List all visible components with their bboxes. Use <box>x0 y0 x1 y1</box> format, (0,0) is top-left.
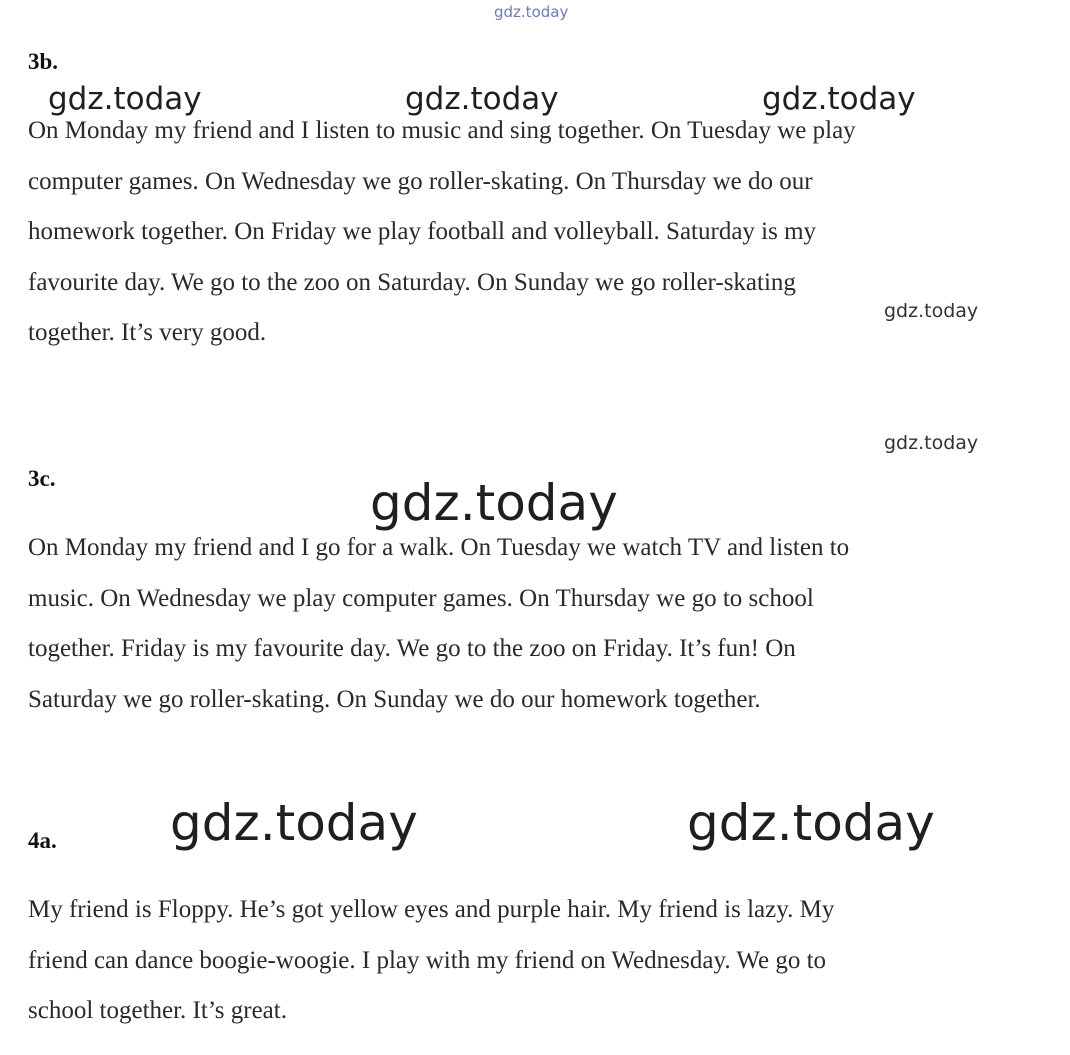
text-line: On Monday my friend and I listen to music and sing together. On Tuesday we play <box>28 117 856 144</box>
section-heading-4a: 4a. <box>28 828 57 853</box>
text-line: computer games. On Wednesday we go roller-skating. On Thursday we do our <box>28 167 813 195</box>
section-text-3c <box>28 523 1018 725</box>
text-line: together. It’s very good. <box>28 319 267 346</box>
text-line: On Monday my friend and I go for a walk. On Tuesday we watch TV and listen to <box>28 534 850 561</box>
section-heading-3c: 3c. <box>28 466 56 491</box>
watermark: gdz.today <box>762 81 916 117</box>
watermark-small: gdz.today <box>884 300 979 322</box>
text-line: homework together. On Friday we play football and volleyball. Saturday is my <box>28 218 817 245</box>
section-text-4a <box>28 885 1018 1037</box>
watermark: gdz.today <box>48 81 202 117</box>
section-text-3b <box>28 106 1018 359</box>
text-line: favourite day. We go to the zoo on Saturday. On Sunday we go roller-skating <box>28 268 796 296</box>
text-line: together. Friday is my favourite day. We go to the zoo on Friday. It’s fun! On <box>28 635 796 662</box>
text-line: My friend is Floppy. He’s got yellow eyes and purple hair. My friend is lazy. My <box>28 896 835 923</box>
text-line: friend can dance boogie-woogie. I play with my friend on Wednesday. We go to <box>28 946 827 974</box>
watermark-large: gdz.today <box>687 794 935 852</box>
watermark: gdz.today <box>405 81 559 117</box>
watermark-small: gdz.today <box>884 432 979 454</box>
watermark-large: gdz.today <box>170 794 418 852</box>
text-line: music. On Wednesday we play computer games. On Thursday we go to school <box>28 584 814 612</box>
text-line: Saturday we go roller-skating. On Sunday we do our homework together. <box>28 685 761 713</box>
watermark-large: gdz.today <box>370 474 618 532</box>
section-heading-3b: 3b. <box>28 49 59 74</box>
watermark-top: gdz.today <box>494 3 569 21</box>
text-line: school together. It’s great. <box>28 997 287 1024</box>
